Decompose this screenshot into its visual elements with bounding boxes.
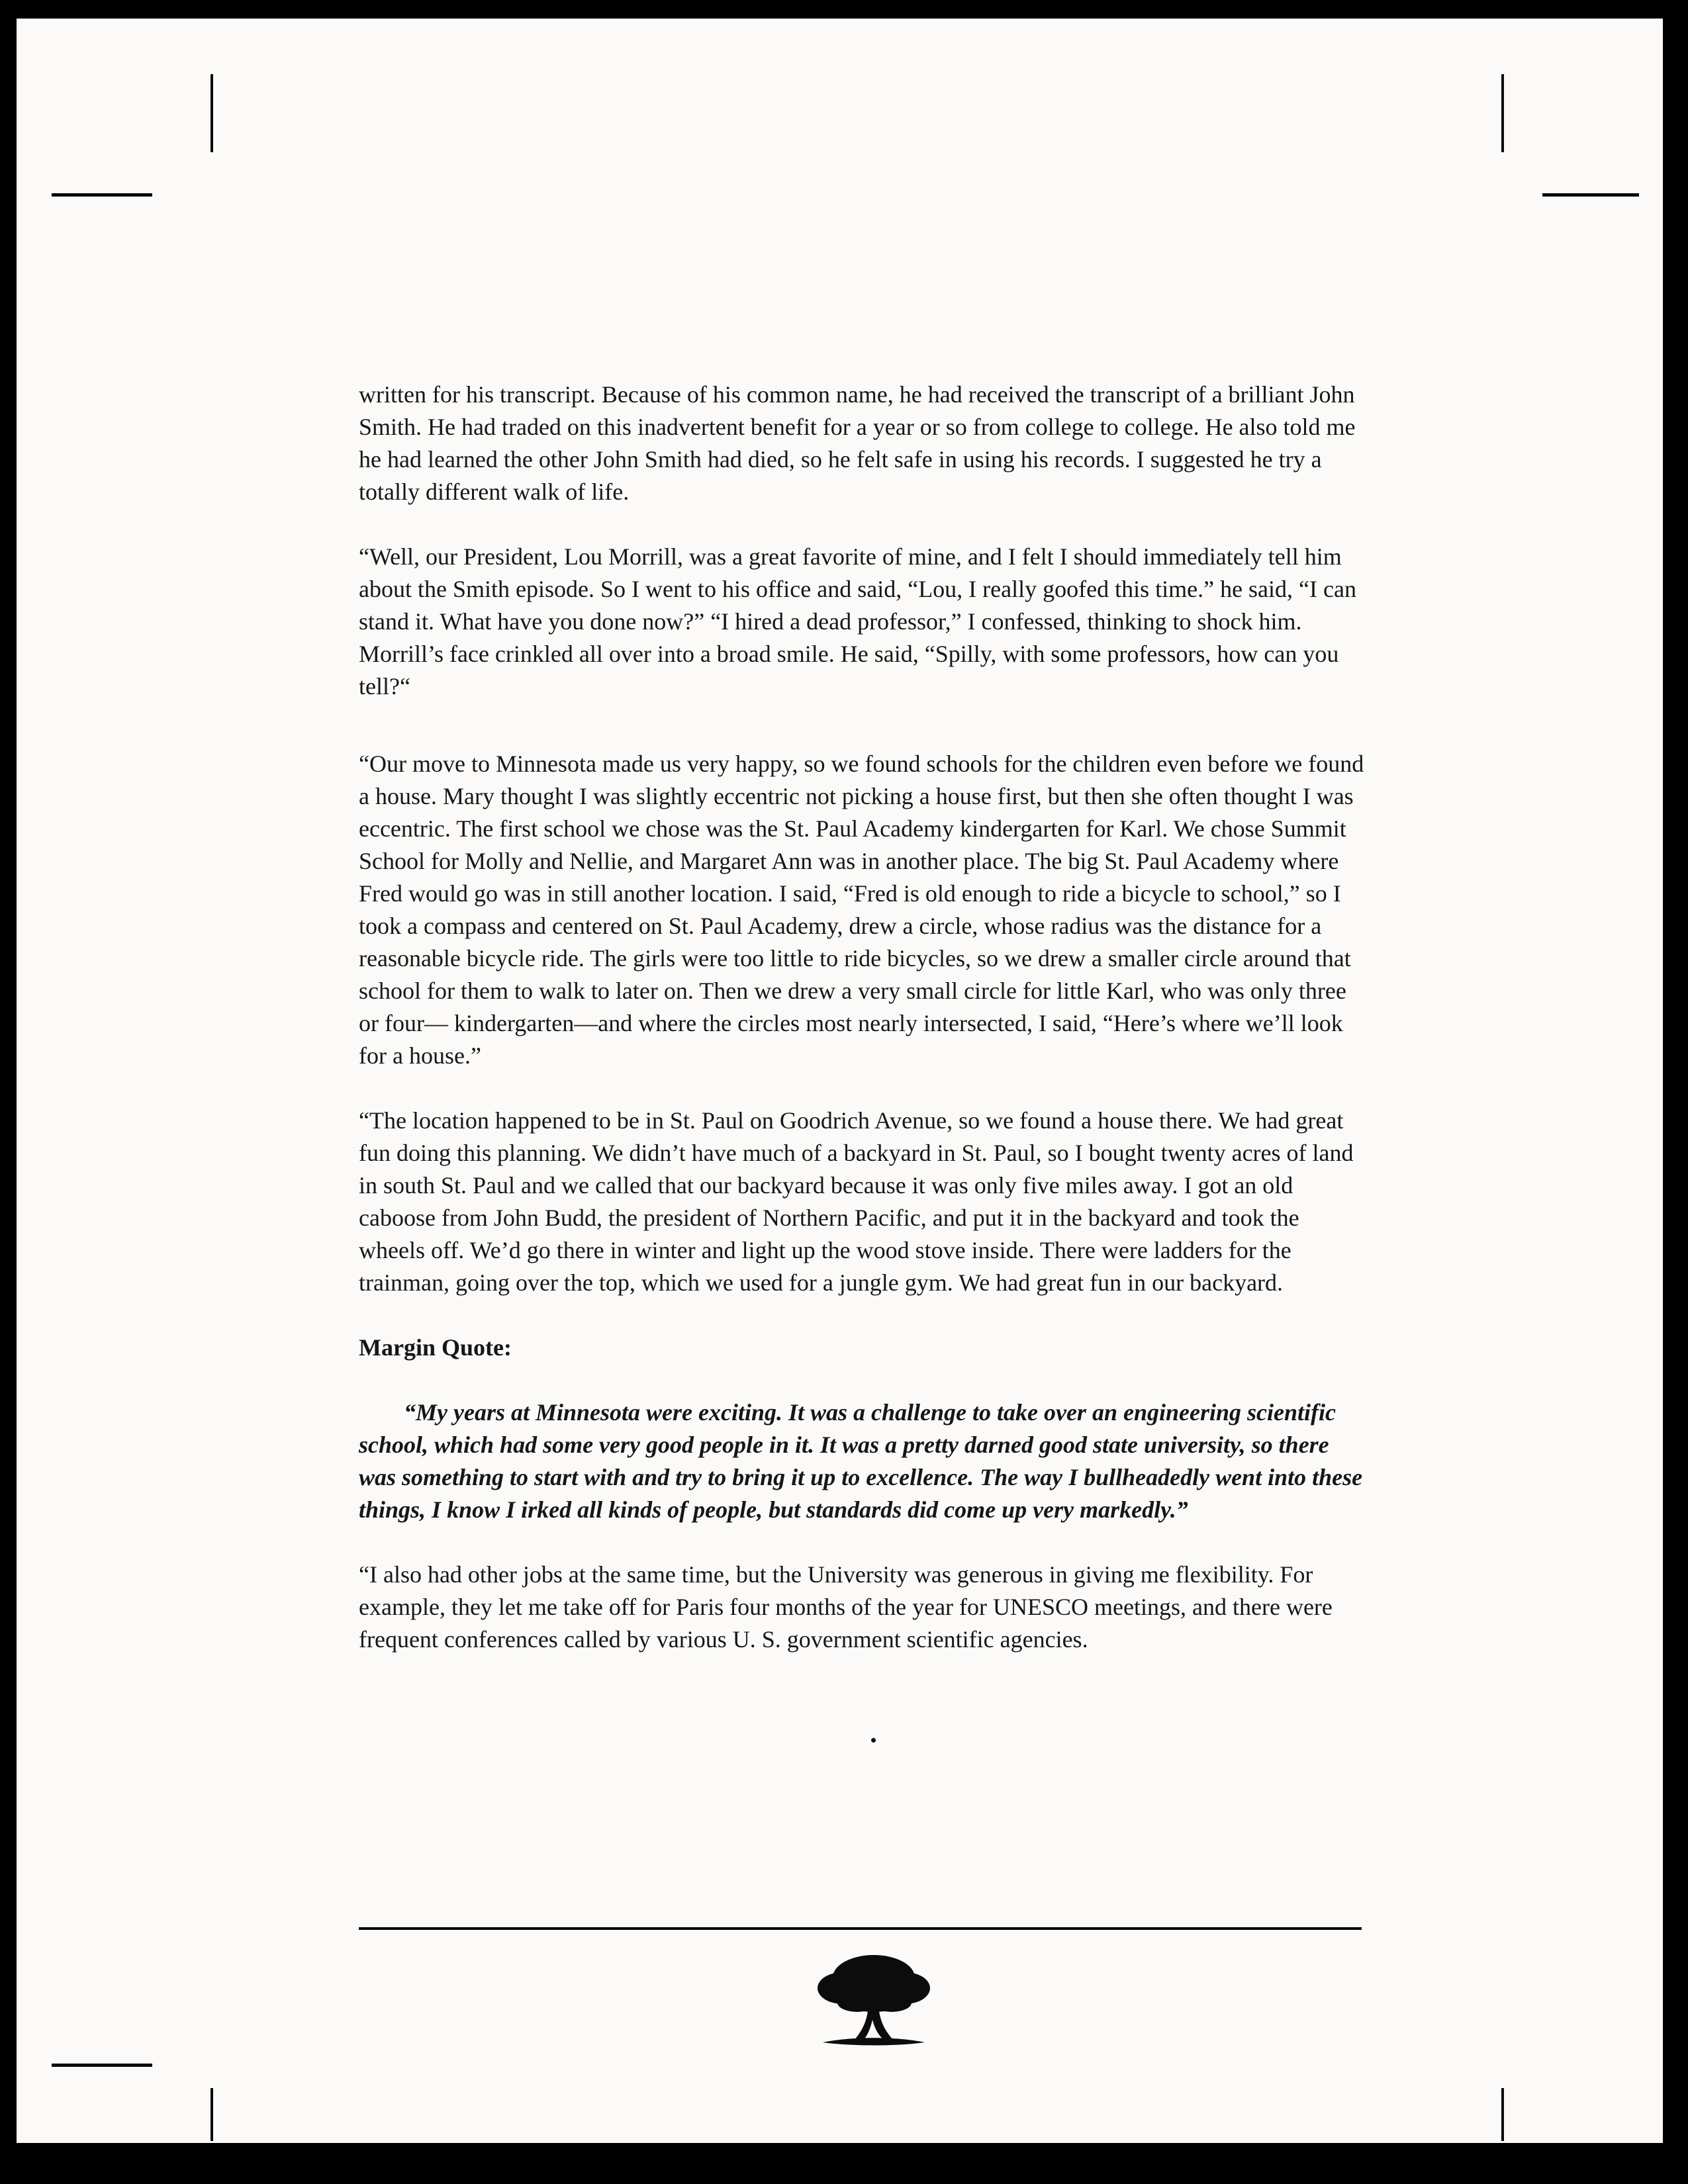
registration-mark-left: [52, 193, 152, 197]
registration-mark-bottom-left-h: [52, 2064, 152, 2067]
oak-tree-logo-icon: [804, 1944, 943, 2052]
margin-quote-label: Margin Quote:: [359, 1334, 512, 1361]
registration-mark-top-right: [1501, 74, 1504, 152]
registration-mark-right: [1542, 193, 1639, 197]
scan-edge-left: [0, 0, 17, 2184]
registration-mark-bottom-left-v: [211, 2088, 213, 2141]
paragraph-morrill: “Well, our President, Lou Morrill, was a great favorite of mine, and I felt I should immediately tell him about the Smith episode. So I went to his office and said, “Lou, I really goofed this time.” he said, “I can stand it. What have you done now?” “I hired a dead professor,” I confessed, thinking to shock him. Morrill’s face crinkled all over into a broad smile. He said, “Spilly, with some professors, how can you tell?“: [359, 543, 1356, 700]
paragraph-minnesota-schools: “Our move to Minnesota made us very happy, so we found schools for the children even before we found a house. Mary thought I was slightly eccentric not picking a house first, but then she often thought I was eccentric. The first school we chose was the St. Paul Academy kindergarten for Karl. We chose Summit School for Molly and Nellie, and Margaret Ann was in another place. The big St. Paul Academy where Fred would go was in still another location. I said, “Fred is old enough to ride a bicycle to school,” so I took a compass and centered on St. Paul Academy, drew a circle, whose radius was the distance for a reasonable bicycle ride. The girls were too little to ride bicycles, so we drew a smaller circle around that school for them to walk to later on. Then we drew a very small circle for little Karl, who was only three or four— kindergarten—and where the circles most nearly intersected, I said, “Here’s where we’ll look for a house.”: [359, 751, 1364, 1069]
scan-artifact-dot: [871, 1738, 876, 1743]
scan-edge-top: [0, 0, 1688, 19]
scan-edge-bottom: [0, 2143, 1688, 2184]
footer-rule: [359, 1927, 1362, 1930]
document-body: [359, 379, 1365, 1656]
paragraph-closing: “I also had other jobs at the same time, but the University was generous in giving me flexibility. For example, they let me take off for Paris four months of the year for UNESCO meetings, and there were frequent conferences called by various U. S. government scientific agencies.: [359, 1561, 1333, 1653]
paragraph-goodrich-avenue: “The location happened to be in St. Paul on Goodrich Avenue, so we found a house there. We had great fun doing this planning. We didn’t have much of a backyard in St. Paul, so I bought twenty acres of land in south St. Paul and we called that our backyard because it was only five miles away. I got an old caboose from John Budd, the president of Northern Pacific, and put it in the backyard and took the wheels off. We’d go there in winter and light up the wood stove inside. There were ladders for the trainman, going over the top, which we used for a jungle gym. We had great fun in our backyard.: [359, 1107, 1354, 1296]
scan-edge-right: [1663, 0, 1688, 2184]
margin-quote-text: “My years at Minnesota were exciting. It was a challenge to take over an engineering scientific school, which had some very good people in it. It was a pretty darned good state university, so there was something to start with and try to bring it up to excellence. The way I bullheadedly went into these things, I know I irked all kinds of people, but standards did come up very markedly.”: [359, 1399, 1363, 1523]
registration-mark-top-left: [211, 74, 213, 152]
registration-mark-bottom-right-v: [1501, 2088, 1504, 2141]
paragraph-transcript: written for his transcript. Because of his common name, he had received the transcript of a brilliant John Smith. He had traded on this inadvertent benefit for a year or so from college to college. He also told me he had learned the other John Smith had died, so he felt safe in using his records. I suggested he try a totally different walk of life.: [359, 381, 1356, 505]
